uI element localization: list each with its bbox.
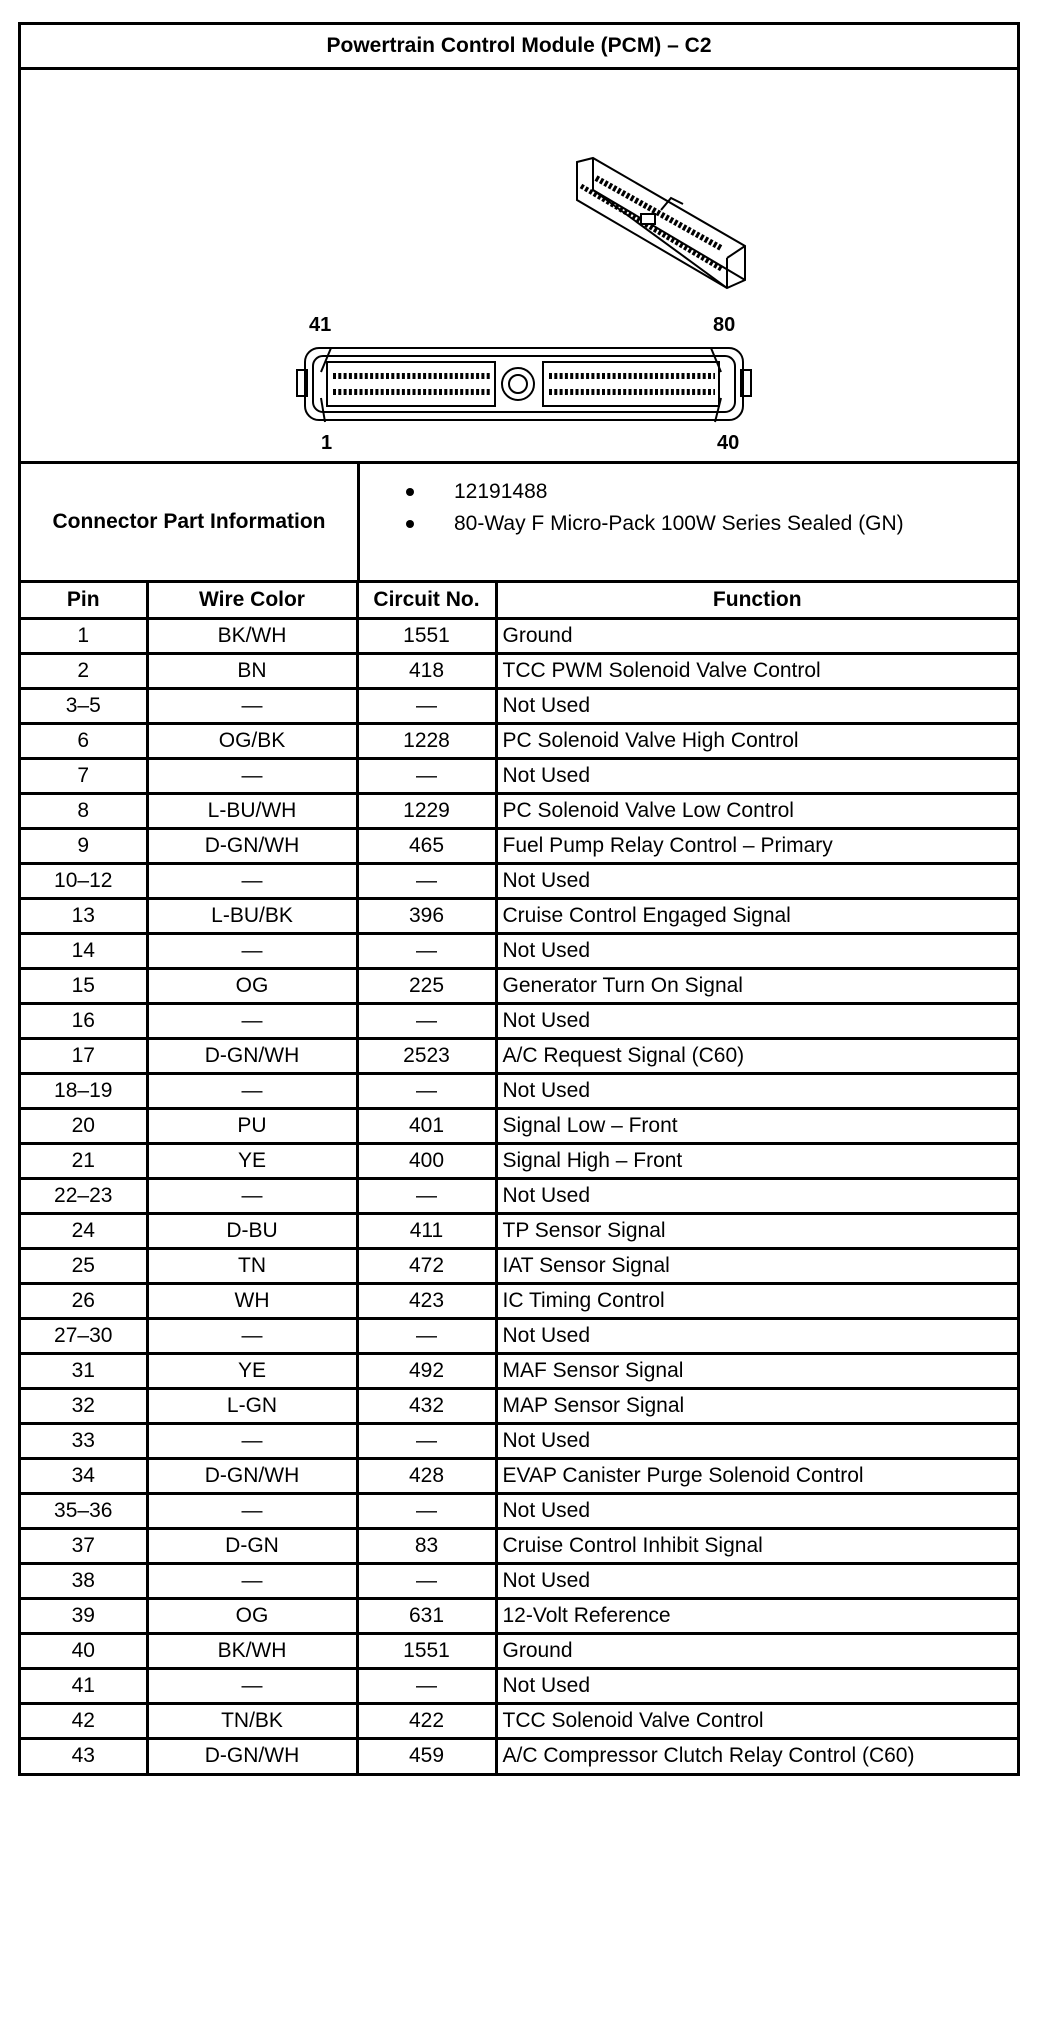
table-row xyxy=(21,1388,1017,1423)
part-description: 80-Way F Micro-Pack 100W Series Sealed (GN) xyxy=(454,512,904,535)
cell-function: Not Used xyxy=(496,1423,1017,1458)
cell-pin: 37 xyxy=(21,1528,147,1563)
cell-circuit-no: 225 xyxy=(357,968,496,1003)
cell-function: Cruise Control Inhibit Signal xyxy=(496,1528,1017,1563)
cell-wire-color: — xyxy=(147,1318,357,1353)
cell-circuit-no: 2523 xyxy=(357,1038,496,1073)
cell-function: Ground xyxy=(496,618,1017,653)
cell-circuit-no: — xyxy=(357,1563,496,1598)
connector-figure xyxy=(21,70,1017,464)
cell-pin: 20 xyxy=(21,1108,147,1143)
cell-circuit-no: 422 xyxy=(357,1703,496,1738)
cell-wire-color: — xyxy=(147,1563,357,1598)
cell-circuit-no: 432 xyxy=(357,1388,496,1423)
cell-wire-color: L-GN xyxy=(147,1388,357,1423)
cell-pin: 34 xyxy=(21,1458,147,1493)
table-row xyxy=(21,1318,1017,1353)
table-row xyxy=(21,618,1017,653)
cell-pin: 2 xyxy=(21,653,147,688)
table-row xyxy=(21,688,1017,723)
cell-wire-color: D-GN/WH xyxy=(147,828,357,863)
cell-circuit-no: — xyxy=(357,1318,496,1353)
cell-function: Not Used xyxy=(496,1318,1017,1353)
cell-circuit-no: — xyxy=(357,1003,496,1038)
header-circuit-no: Circuit No. xyxy=(357,583,496,618)
cell-function: EVAP Canister Purge Solenoid Control xyxy=(496,1458,1017,1493)
cell-function: TP Sensor Signal xyxy=(496,1213,1017,1248)
table-row xyxy=(21,1178,1017,1213)
table-row xyxy=(21,863,1017,898)
table-row xyxy=(21,793,1017,828)
table-row xyxy=(21,1143,1017,1178)
table-row xyxy=(21,1563,1017,1598)
cell-function: TCC PWM Solenoid Valve Control xyxy=(496,653,1017,688)
cell-pin: 32 xyxy=(21,1388,147,1423)
cell-circuit-no: 1551 xyxy=(357,1633,496,1668)
cell-circuit-no: 631 xyxy=(357,1598,496,1633)
cell-wire-color: PU xyxy=(147,1108,357,1143)
cell-wire-color: BK/WH xyxy=(147,618,357,653)
table-row xyxy=(21,1668,1017,1703)
cell-pin: 35–36 xyxy=(21,1493,147,1528)
cell-wire-color: — xyxy=(147,933,357,968)
pinout-table xyxy=(21,583,1017,1773)
table-row xyxy=(21,1633,1017,1668)
cell-function: MAF Sensor Signal xyxy=(496,1353,1017,1388)
cell-wire-color: OG xyxy=(147,968,357,1003)
cell-wire-color: BN xyxy=(147,653,357,688)
sheet-title: Powertrain Control Module (PCM) – C2 xyxy=(21,25,1017,70)
cell-function: Not Used xyxy=(496,1563,1017,1598)
cell-pin: 39 xyxy=(21,1598,147,1633)
cell-function: Not Used xyxy=(496,1178,1017,1213)
cell-function: 12-Volt Reference xyxy=(496,1598,1017,1633)
table-row xyxy=(21,933,1017,968)
cell-pin: 40 xyxy=(21,1633,147,1668)
cell-circuit-no: — xyxy=(357,758,496,793)
cell-function: Not Used xyxy=(496,863,1017,898)
cell-circuit-no: 401 xyxy=(357,1108,496,1143)
connector-part-info xyxy=(21,464,1017,583)
table-row xyxy=(21,1458,1017,1493)
cell-pin: 41 xyxy=(21,1668,147,1703)
header-pin: Pin xyxy=(21,583,147,618)
cell-wire-color: — xyxy=(147,1073,357,1108)
cell-pin: 9 xyxy=(21,828,147,863)
cell-function: PC Solenoid Valve High Control xyxy=(496,723,1017,758)
cell-wire-color: D-GN xyxy=(147,1528,357,1563)
cell-function: Signal High – Front xyxy=(496,1143,1017,1178)
cell-pin: 42 xyxy=(21,1703,147,1738)
cell-function: Cruise Control Engaged Signal xyxy=(496,898,1017,933)
cell-wire-color: — xyxy=(147,1178,357,1213)
cell-circuit-no: — xyxy=(357,1668,496,1703)
cell-circuit-no: 400 xyxy=(357,1143,496,1178)
cell-wire-color: D-GN/WH xyxy=(147,1038,357,1073)
cell-wire-color: — xyxy=(147,1423,357,1458)
cell-circuit-no: — xyxy=(357,1493,496,1528)
cell-wire-color: WH xyxy=(147,1283,357,1318)
cell-pin: 10–12 xyxy=(21,863,147,898)
cell-pin: 43 xyxy=(21,1738,147,1773)
cell-pin: 17 xyxy=(21,1038,147,1073)
cell-wire-color: L-BU/WH xyxy=(147,793,357,828)
table-row xyxy=(21,1493,1017,1528)
cell-circuit-no: 1228 xyxy=(357,723,496,758)
cell-circuit-no: — xyxy=(357,863,496,898)
cell-pin: 3–5 xyxy=(21,688,147,723)
pin-label-80: 80 xyxy=(713,314,736,336)
cell-pin: 33 xyxy=(21,1423,147,1458)
part-info-values xyxy=(360,464,1017,580)
cell-function: Not Used xyxy=(496,1668,1017,1703)
table-row xyxy=(21,828,1017,863)
connector-diagram xyxy=(21,70,1017,461)
cell-pin: 25 xyxy=(21,1248,147,1283)
table-row xyxy=(21,968,1017,1003)
part-info-item xyxy=(406,508,1017,540)
cell-wire-color: YE xyxy=(147,1353,357,1388)
table-row xyxy=(21,1738,1017,1773)
cell-pin: 7 xyxy=(21,758,147,793)
cell-function: Ground xyxy=(496,1633,1017,1668)
header-function: Function xyxy=(496,583,1017,618)
cell-circuit-no: 1551 xyxy=(357,618,496,653)
table-row xyxy=(21,1073,1017,1108)
cell-wire-color: — xyxy=(147,1668,357,1703)
cell-circuit-no: 465 xyxy=(357,828,496,863)
table-row xyxy=(21,1528,1017,1563)
part-info-label: Connector Part Information xyxy=(21,464,360,580)
cell-function: IC Timing Control xyxy=(496,1283,1017,1318)
cell-wire-color: YE xyxy=(147,1143,357,1178)
cell-pin: 38 xyxy=(21,1563,147,1598)
cell-function: Not Used xyxy=(496,1493,1017,1528)
cell-function: TCC Solenoid Valve Control xyxy=(496,1703,1017,1738)
table-row xyxy=(21,1213,1017,1248)
cell-function: PC Solenoid Valve Low Control xyxy=(496,793,1017,828)
cell-pin: 1 xyxy=(21,618,147,653)
table-row xyxy=(21,1423,1017,1458)
cell-wire-color: — xyxy=(147,1003,357,1038)
cell-pin: 6 xyxy=(21,723,147,758)
cell-circuit-no: 411 xyxy=(357,1213,496,1248)
cell-function: IAT Sensor Signal xyxy=(496,1248,1017,1283)
table-row xyxy=(21,1108,1017,1143)
cell-circuit-no: — xyxy=(357,688,496,723)
cell-function: Not Used xyxy=(496,1003,1017,1038)
cell-circuit-no: 83 xyxy=(357,1528,496,1563)
table-row xyxy=(21,1353,1017,1388)
cell-pin: 22–23 xyxy=(21,1178,147,1213)
cell-pin: 31 xyxy=(21,1353,147,1388)
table-row xyxy=(21,1703,1017,1738)
cell-circuit-no: 1229 xyxy=(357,793,496,828)
bullet-icon xyxy=(406,488,414,496)
table-row xyxy=(21,1598,1017,1633)
cell-pin: 14 xyxy=(21,933,147,968)
cell-wire-color: D-GN/WH xyxy=(147,1738,357,1773)
cell-wire-color: TN xyxy=(147,1248,357,1283)
cell-pin: 16 xyxy=(21,1003,147,1038)
cell-circuit-no: — xyxy=(357,1073,496,1108)
cell-circuit-no: 472 xyxy=(357,1248,496,1283)
table-row xyxy=(21,1003,1017,1038)
cell-pin: 8 xyxy=(21,793,147,828)
table-row xyxy=(21,758,1017,793)
cell-pin: 13 xyxy=(21,898,147,933)
cell-wire-color: OG/BK xyxy=(147,723,357,758)
table-row xyxy=(21,898,1017,933)
cell-pin: 21 xyxy=(21,1143,147,1178)
cell-function: Not Used xyxy=(496,758,1017,793)
cell-function: Signal Low – Front xyxy=(496,1108,1017,1143)
cell-wire-color: L-BU/BK xyxy=(147,898,357,933)
cell-function: A/C Compressor Clutch Relay Control (C60) xyxy=(496,1738,1017,1773)
bullet-icon xyxy=(406,520,414,528)
part-info-item xyxy=(406,476,1017,508)
cell-function: Fuel Pump Relay Control – Primary xyxy=(496,828,1017,863)
cell-wire-color: BK/WH xyxy=(147,1633,357,1668)
cell-function: Not Used xyxy=(496,933,1017,968)
cell-wire-color: — xyxy=(147,863,357,898)
cell-circuit-no: 428 xyxy=(357,1458,496,1493)
cell-circuit-no: 396 xyxy=(357,898,496,933)
cell-wire-color: OG xyxy=(147,1598,357,1633)
cell-wire-color: — xyxy=(147,1493,357,1528)
cell-function: MAP Sensor Signal xyxy=(496,1388,1017,1423)
connector-iso-view xyxy=(577,158,745,288)
cell-pin: 26 xyxy=(21,1283,147,1318)
cell-wire-color: — xyxy=(147,758,357,793)
header-wire-color: Wire Color xyxy=(147,583,357,618)
table-row xyxy=(21,723,1017,758)
pin-label-41: 41 xyxy=(309,314,332,336)
table-row xyxy=(21,1038,1017,1073)
cell-circuit-no: 423 xyxy=(357,1283,496,1318)
cell-circuit-no: 418 xyxy=(357,653,496,688)
cell-circuit-no: — xyxy=(357,1178,496,1213)
cell-function: Generator Turn On Signal xyxy=(496,968,1017,1003)
cell-wire-color: D-BU xyxy=(147,1213,357,1248)
table-row xyxy=(21,653,1017,688)
cell-circuit-no: 459 xyxy=(357,1738,496,1773)
cell-circuit-no: — xyxy=(357,933,496,968)
cell-circuit-no: 492 xyxy=(357,1353,496,1388)
cell-function: Not Used xyxy=(496,1073,1017,1108)
cell-wire-color: TN/BK xyxy=(147,1703,357,1738)
cell-function: A/C Request Signal (C60) xyxy=(496,1038,1017,1073)
cell-pin: 24 xyxy=(21,1213,147,1248)
cell-function: Not Used xyxy=(496,688,1017,723)
table-row xyxy=(21,1283,1017,1318)
pin-label-40: 40 xyxy=(717,432,740,454)
pin-label-1: 1 xyxy=(321,432,333,454)
pinout-rows xyxy=(21,618,1017,1773)
cell-wire-color: — xyxy=(147,688,357,723)
pinout-sheet xyxy=(18,22,1020,1776)
cell-pin: 15 xyxy=(21,968,147,1003)
cell-pin: 27–30 xyxy=(21,1318,147,1353)
table-row xyxy=(21,1248,1017,1283)
part-number: 12191488 xyxy=(454,480,548,503)
cell-circuit-no: — xyxy=(357,1423,496,1458)
connector-face-view xyxy=(297,348,751,422)
cell-wire-color: D-GN/WH xyxy=(147,1458,357,1493)
table-header-row xyxy=(21,583,1017,618)
cell-pin: 18–19 xyxy=(21,1073,147,1108)
